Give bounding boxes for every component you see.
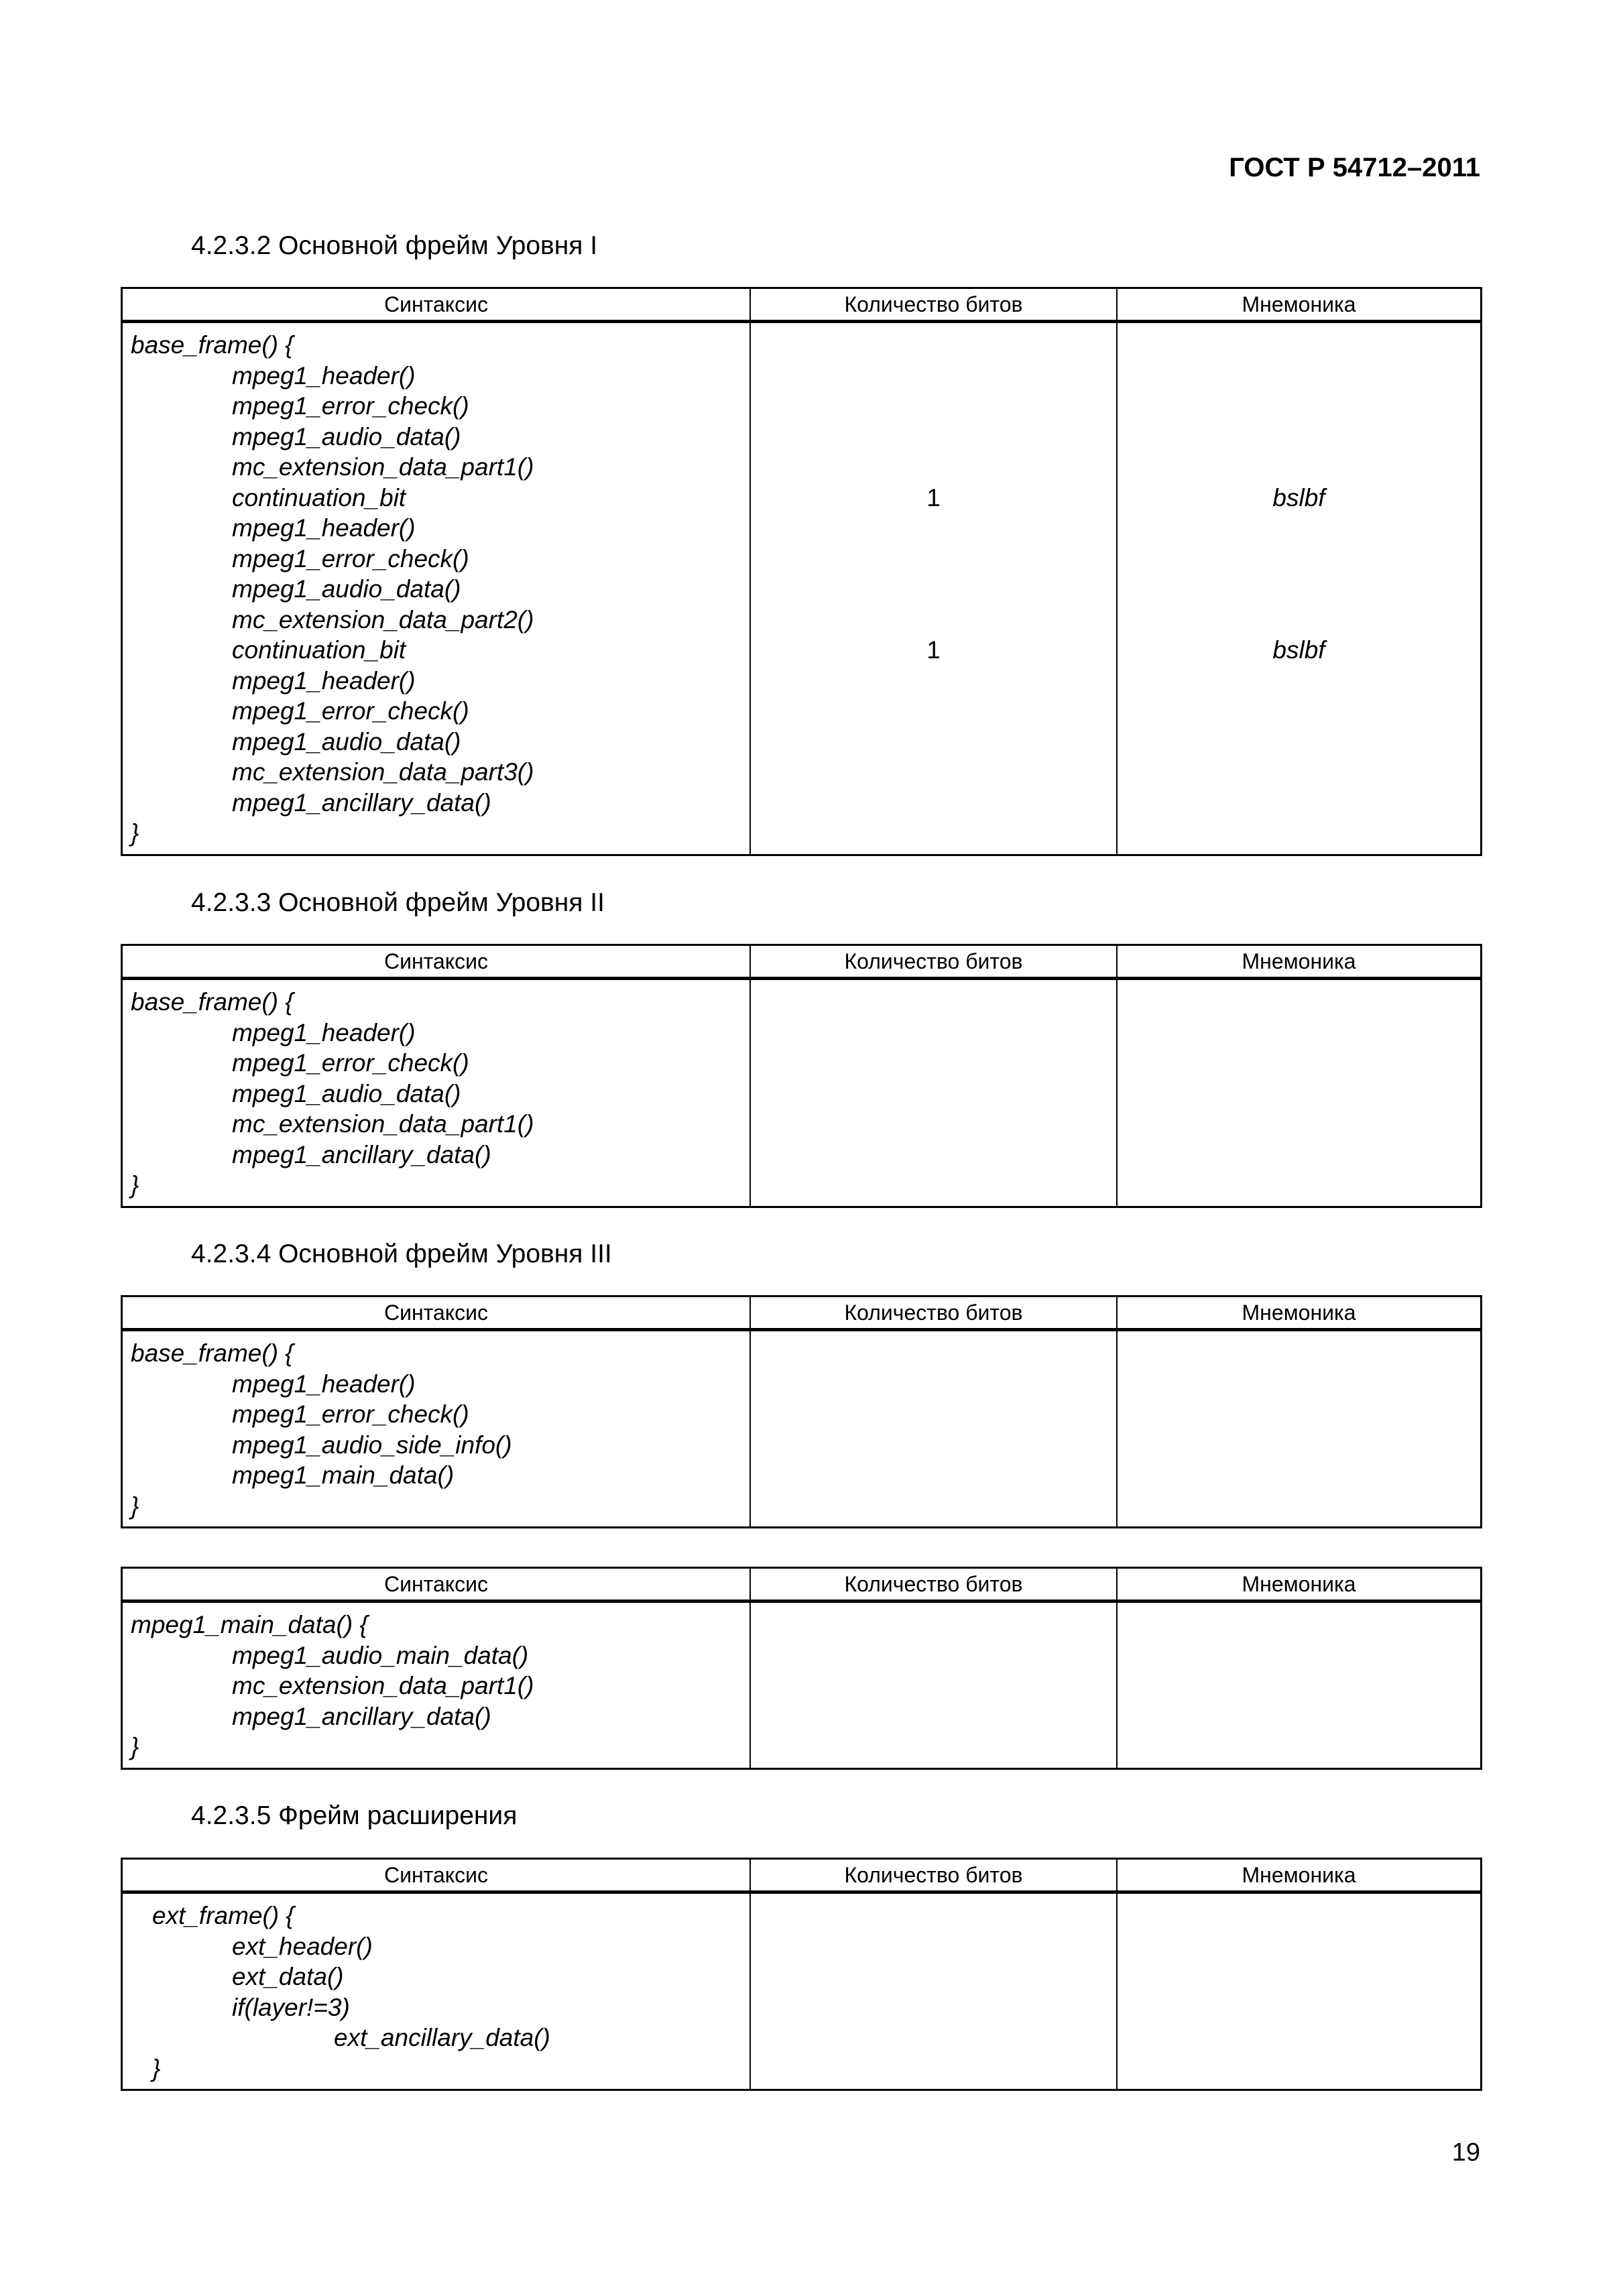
mnemonic-cell <box>1118 544 1480 575</box>
column-header-syntax: Синтаксис <box>123 289 751 320</box>
code-line: mpeg1_error_check() <box>232 1049 469 1077</box>
table-body <box>123 1603 1480 1768</box>
code-line: mpeg1_header() <box>232 1370 416 1398</box>
table-header <box>123 1569 1480 1603</box>
syntax-table-layer-2 <box>121 944 1482 1208</box>
code-line: } <box>131 1171 139 1199</box>
code-line: mpeg1_ancillary_data() <box>232 1702 491 1730</box>
column-header-mnemonic: Мнемоника <box>1242 292 1356 316</box>
code-line: mpeg1_audio_data() <box>232 1079 461 1107</box>
mnemonic-column <box>1118 1894 1480 2089</box>
mnemonic-cell: bslbf <box>1272 636 1325 664</box>
table-header <box>123 1860 1480 1894</box>
code-line: } <box>131 1492 139 1520</box>
mnemonic-cell: bslbf <box>1272 483 1325 511</box>
table-body <box>123 1331 1480 1526</box>
mnemonic-cell <box>1118 361 1480 391</box>
code-line: mc_extension_data_part2() <box>232 605 534 633</box>
code-line: mpeg1_header() <box>232 666 416 694</box>
mnemonic-cell <box>1118 391 1480 422</box>
table-header <box>123 289 1480 323</box>
syntax-column <box>123 1603 751 1768</box>
code-line: ext_header() <box>232 1932 373 1960</box>
mnemonic-cell <box>1118 574 1480 605</box>
code-line: } <box>131 819 139 847</box>
syntax-table-main-data <box>121 1567 1482 1770</box>
code-line: base_frame() { <box>131 988 294 1016</box>
code-line: mpeg1_audio_side_info() <box>232 1431 512 1459</box>
syntax-table-layer-3 <box>121 1295 1482 1528</box>
table-body <box>123 323 1480 854</box>
bits-column <box>751 1331 1118 1526</box>
table-body <box>123 1894 1480 2089</box>
bits-cell: 1 <box>926 636 941 664</box>
code-line: mc_extension_data_part1() <box>232 1672 534 1699</box>
bits-cell <box>751 422 1116 452</box>
bits-cell <box>751 361 1116 391</box>
code-line: base_frame() { <box>131 1339 294 1367</box>
code-line: } <box>131 1733 139 1760</box>
code-line: mpeg1_error_check() <box>232 697 469 725</box>
code-line: ext_frame() { <box>152 1902 294 1929</box>
bits-cell <box>751 574 1116 605</box>
syntax-column <box>123 1331 751 1526</box>
mnemonic-column <box>1118 980 1480 1206</box>
code-line: ext_ancillary_data() <box>334 2024 550 2051</box>
column-header-mnemonic: Мнемоника <box>1242 1862 1356 1887</box>
code-line: mpeg1_audio_data() <box>232 727 461 756</box>
section-heading-layer-2: 4.2.3.3 Основной фрейм Уровня II <box>191 888 605 917</box>
table-header <box>123 1297 1480 1331</box>
column-header-syntax: Синтаксис <box>123 1569 751 1599</box>
bits-cell <box>751 513 1116 544</box>
standard-designation: ГОСТ Р 54712–2011 <box>1229 153 1480 182</box>
section-heading-layer-3: 4.2.3.4 Основной фрейм Уровня III <box>191 1240 612 1268</box>
column-header-bits: Количество битов <box>751 1297 1118 1328</box>
bits-column <box>751 323 1118 854</box>
bits-cell <box>751 605 1116 636</box>
code-line: mc_extension_data_part1() <box>232 1110 534 1138</box>
table-header <box>123 946 1480 980</box>
code-line: mpeg1_header() <box>232 1018 416 1046</box>
mnemonic-cell <box>1118 605 1480 636</box>
bits-cell <box>751 330 1116 361</box>
code-line: base_frame() { <box>131 331 294 359</box>
syntax-table-layer-1 <box>121 287 1482 856</box>
column-header-syntax: Синтаксис <box>123 1860 751 1890</box>
code-line: mpeg1_error_check() <box>232 1400 469 1428</box>
code-line: continuation_bit <box>232 636 406 664</box>
bits-column <box>751 1894 1118 2089</box>
code-line: mpeg1_header() <box>232 514 416 542</box>
syntax-column <box>123 1894 751 2089</box>
code-line: mpeg1_main_data() { <box>131 1611 368 1638</box>
code-line: mpeg1_main_data() <box>232 1461 455 1489</box>
column-header-bits: Количество битов <box>751 946 1118 977</box>
table-body <box>123 980 1480 1206</box>
page-number: 19 <box>1451 2138 1480 2167</box>
code-line: mpeg1_header() <box>232 361 416 389</box>
column-header-syntax: Синтаксис <box>123 946 751 977</box>
code-line: mc_extension_data_part3() <box>232 758 534 786</box>
column-header-mnemonic: Мнемоника <box>1242 1571 1356 1596</box>
bits-cell <box>751 544 1116 575</box>
section-heading-layer-1: 4.2.3.2 Основной фрейм Уровня I <box>191 231 598 260</box>
code-line: } <box>152 2054 161 2082</box>
mnemonic-cell <box>1118 422 1480 452</box>
code-line: mpeg1_audio_data() <box>232 575 461 603</box>
code-line: ext_data() <box>232 1963 344 1990</box>
column-header-mnemonic: Мнемоника <box>1242 949 1356 973</box>
bits-column <box>751 980 1118 1206</box>
code-line: mpeg1_error_check() <box>232 392 469 420</box>
mnemonic-cell <box>1118 513 1480 544</box>
code-line: mc_extension_data_part1() <box>232 453 534 481</box>
code-line: continuation_bit <box>232 483 406 511</box>
bits-cell: 1 <box>926 483 941 511</box>
code-line: mpeg1_ancillary_data() <box>232 788 491 817</box>
mnemonic-column <box>1118 323 1480 854</box>
syntax-table-extension <box>121 1858 1482 2091</box>
bits-column <box>751 1603 1118 1768</box>
code-line: mpeg1_ancillary_data() <box>232 1140 491 1168</box>
column-header-syntax: Синтаксис <box>123 1297 751 1328</box>
mnemonic-cell <box>1118 452 1480 483</box>
column-header-mnemonic: Мнемоника <box>1242 1300 1356 1325</box>
syntax-column <box>123 323 751 854</box>
code-line: mpeg1_audio_main_data() <box>232 1641 529 1669</box>
bits-cell <box>751 391 1116 422</box>
mnemonic-cell <box>1118 330 1480 361</box>
column-header-bits: Количество битов <box>751 289 1118 320</box>
section-heading-extension: 4.2.3.5 Фрейм расширения <box>191 1801 518 1830</box>
mnemonic-column <box>1118 1331 1480 1526</box>
syntax-column <box>123 980 751 1206</box>
code-line: mpeg1_audio_data() <box>232 422 461 450</box>
code-line: if(layer!=3) <box>232 1993 350 2021</box>
column-header-bits: Количество битов <box>751 1569 1118 1599</box>
code-line: mpeg1_error_check() <box>232 544 469 572</box>
column-header-bits: Количество битов <box>751 1860 1118 1890</box>
bits-cell <box>751 452 1116 483</box>
mnemonic-column <box>1118 1603 1480 1768</box>
